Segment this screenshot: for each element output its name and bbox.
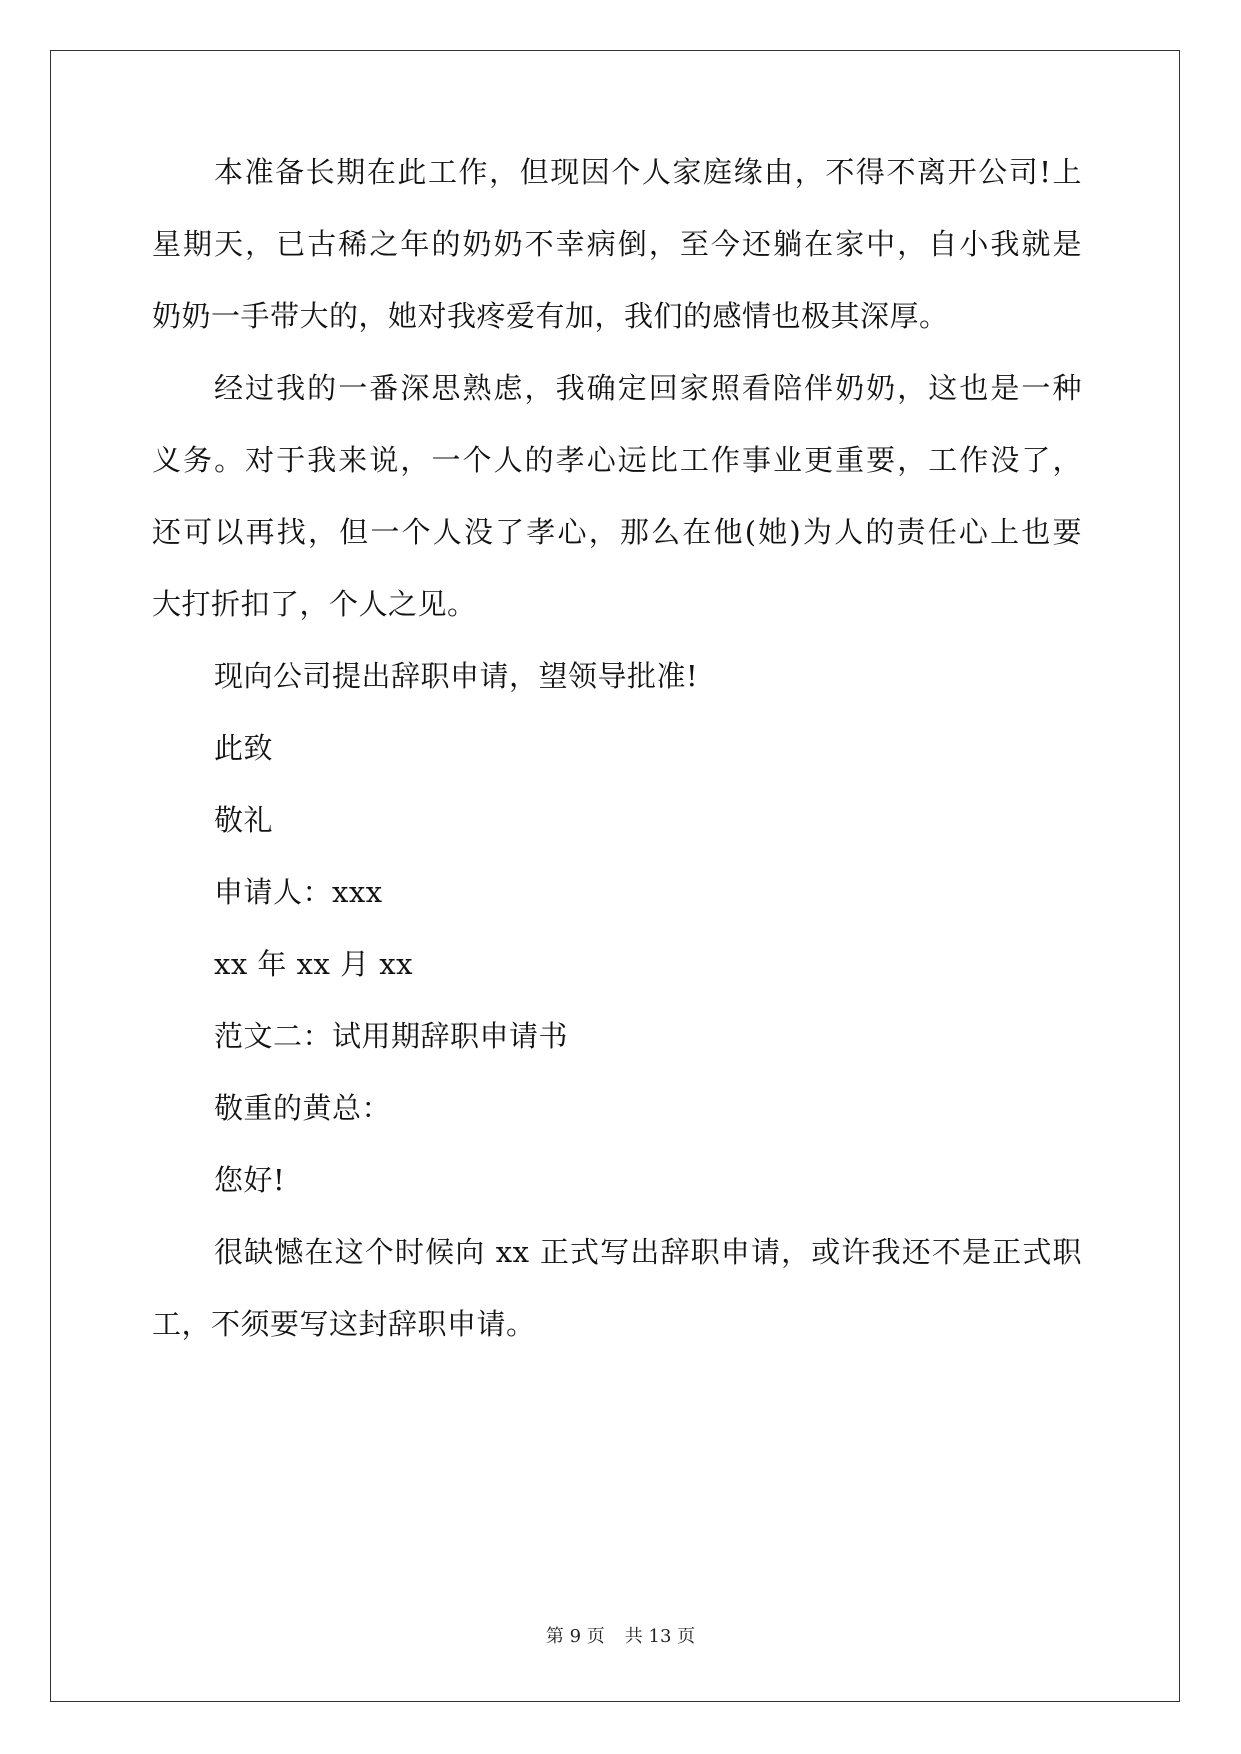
page-number: 第 9 页 [545,1626,605,1647]
paragraph-line: 义务。对于我来说，一个人的孝心远比工作事业更重要，工作没了， [152,443,1082,477]
paragraph-line: 经过我的一番深思熟虑，我确定回家照看陪伴奶奶，这也是一种 [214,371,1082,405]
paragraph-line: 奶奶一手带大的，她对我疼爱有加，我们的感情也极其深厚。 [152,299,949,333]
date-line: xx 年 xx 月 xx [214,947,414,981]
closing-regards: 敬礼 [214,803,274,837]
letter-greeting: 敬重的黄总： [214,1091,392,1125]
paragraph-line: 现向公司提出辞职申请，望领导批准! [214,659,699,693]
page-total: 共 13 页 [624,1626,696,1647]
paragraph-line: 很缺憾在这个时候向 xx 正式写出辞职申请，或许我还不是正式职 [214,1235,1082,1269]
closing-salutation: 此致 [214,731,274,765]
paragraph-line: 本准备长期在此工作，但现因个人家庭缘由，不得不离开公司!上 [214,155,1082,189]
paragraph-line: 星期天，已古稀之年的奶奶不幸病倒，至今还躺在家中，自小我就是 [152,227,1082,261]
page-footer [0,1625,1241,1649]
letter-hello: 您好! [214,1163,286,1197]
paragraph-line: 还可以再找，但一个人没了孝心，那么在他(她)为人的责任心上也要 [152,515,1082,549]
paragraph-line: 大打折扣了，个人之见。 [152,587,477,621]
paragraph-line: 工，不须要写这封辞职申请。 [152,1307,536,1341]
applicant-signature: 申请人：xxx [214,875,383,909]
section-title: 范文二：试用期辞职申请书 [214,1019,569,1053]
